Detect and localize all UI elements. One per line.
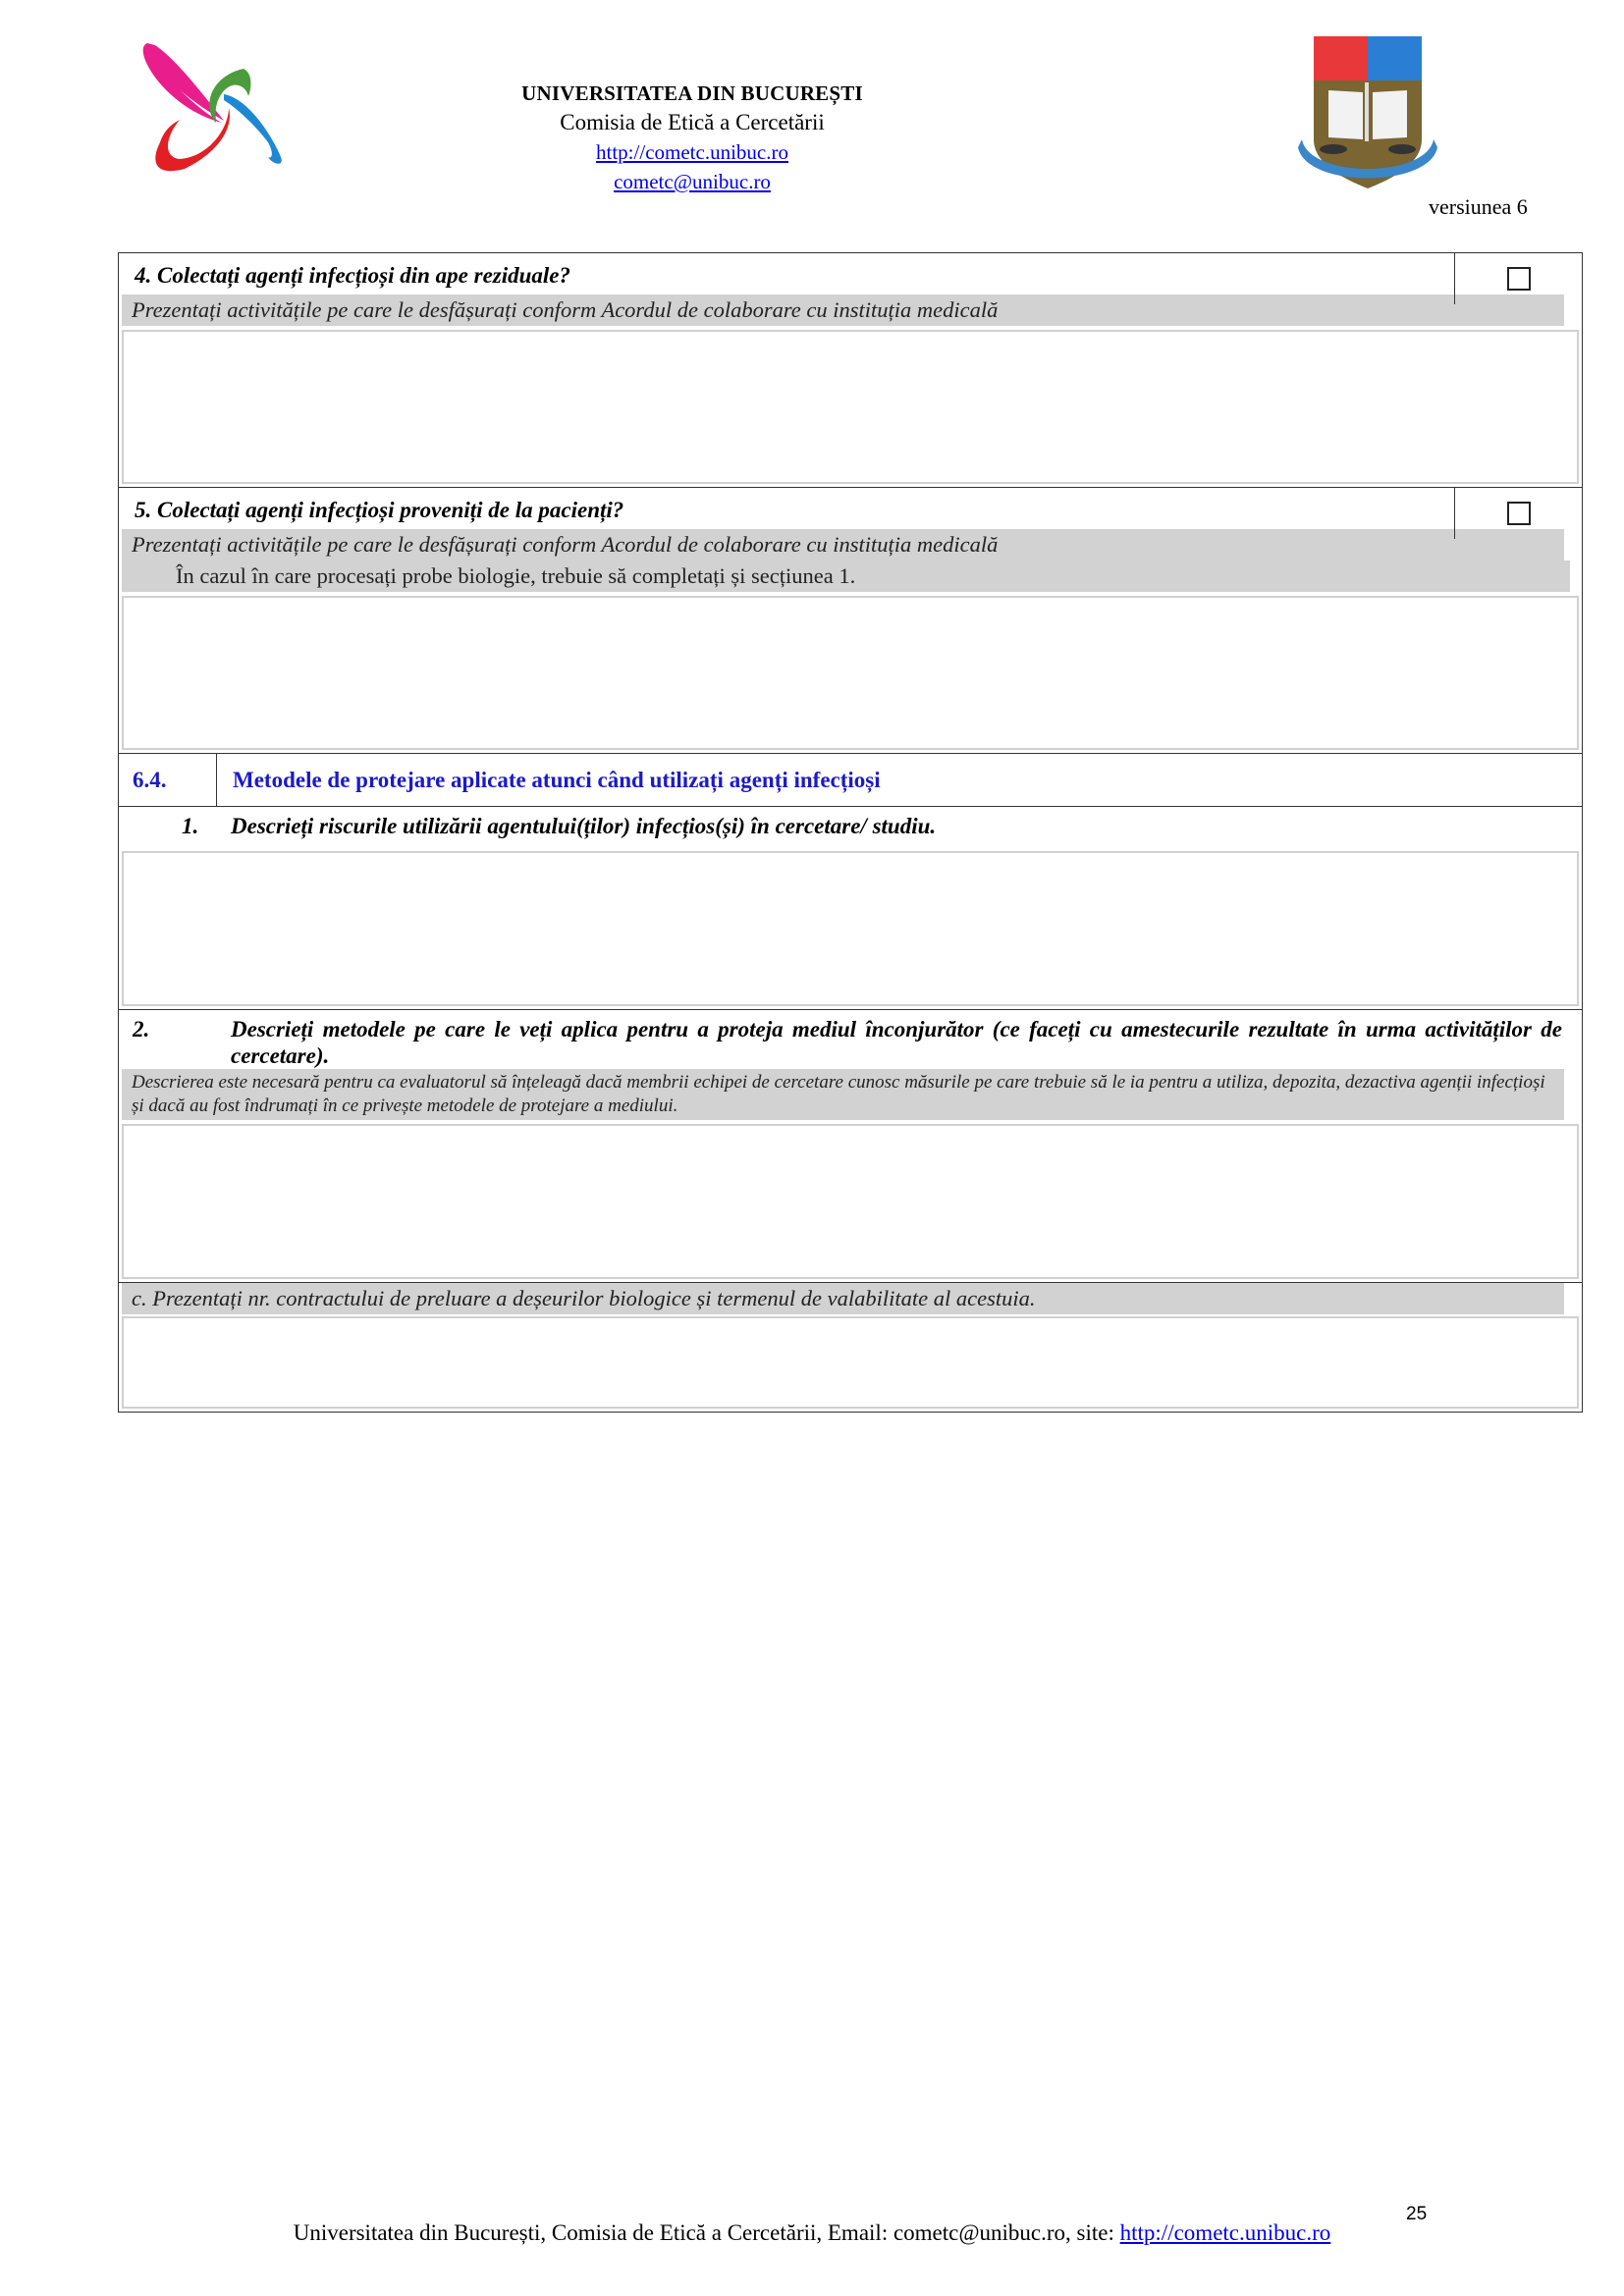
section-heading-row	[119, 754, 1582, 807]
cometc-logo-icon	[126, 29, 293, 177]
question-4-answer-field[interactable]	[122, 330, 1579, 484]
document-header	[412, 79, 972, 196]
section-item-1-question	[119, 807, 1582, 839]
section-item-c-answer-field[interactable]	[122, 1316, 1579, 1409]
question-5-checkbox[interactable]	[1507, 502, 1531, 525]
question-5-row	[119, 488, 1582, 754]
question-4-title: 4. Colectați agenți infecțioși din ape reziduale?	[135, 263, 571, 288]
section-item-2-row	[119, 1010, 1582, 1283]
header-email-link[interactable]: cometc@unibuc.ro	[614, 170, 771, 193]
section-item-1-answer-input[interactable]	[124, 853, 1577, 1004]
page-number: 25	[1406, 2204, 1428, 2224]
question-5-title: 5. Colectați agenți infecțioși proveniți de la pacienți?	[135, 498, 624, 522]
question-4-check-cell	[1454, 253, 1582, 304]
form-table	[118, 252, 1583, 1413]
question-5-hint-1: Prezentați activitățile pe care le desfășurați conform Acordul de colaborare cu instituția medicală	[122, 529, 1564, 561]
section-title: Metodele de protejare aplicate atunci când utilizați agenți infecțioși	[233, 768, 881, 792]
section-item-2-text: Descrieți metodele pe care le veți aplica pentru a proteja mediul înconjurător (ce faceți cu amestecurile rezultate în urma activităților de cercetare).	[231, 1017, 1562, 1068]
section-item-1-answer-field[interactable]	[122, 851, 1579, 1006]
section-item-2-hint: Descrierea este necesară pentru ca evaluatorul să înțeleagă dacă membrii echipei de cercetare cunosc măsurile pe care trebuie să le ia pentru a utiliza, depozita, dezactiva agenții infecțioși și dacă au fost îndrumați în ce privește metodele de protejare a mediului.	[122, 1069, 1564, 1120]
section-item-2-answer-input[interactable]	[124, 1126, 1577, 1277]
question-4-row	[119, 253, 1582, 488]
question-4-answer-input[interactable]	[124, 332, 1577, 482]
section-item-c-hint: c. Prezentați nr. contractului de preluare a deșeurilor biologice și termenul de valabilitate al acestuia.	[122, 1283, 1564, 1314]
university-crest-icon	[1294, 31, 1441, 196]
question-4-checkbox[interactable]	[1507, 267, 1531, 291]
cometc-logo	[126, 29, 293, 177]
section-number: 6.4.	[119, 754, 217, 806]
footer-website-link[interactable]: http://cometc.unibuc.ro	[1119, 2220, 1331, 2245]
commission-name: Comisia de Etică a Cercetării	[560, 110, 825, 134]
page-footer	[0, 2220, 1624, 2246]
university-crest	[1294, 31, 1441, 196]
university-name: UNIVERSITATEA DIN BUCUREȘTI	[521, 81, 863, 105]
section-item-2-number: 2.	[133, 1017, 150, 1041]
question-4-hint: Prezentați activitățile pe care le desfășurați conform Acordul de colaborare cu instituția medicală	[122, 294, 1564, 326]
version-label: versiunea 6	[1429, 194, 1528, 219]
section-item-2-question	[119, 1010, 1582, 1069]
section-item-1-number: 1.	[182, 814, 199, 838]
question-5-check-cell	[1454, 488, 1582, 539]
footer-text: Universitatea din București, Comisia de Etică a Cercetării, Email: cometc@unibuc.ro, site:	[293, 2220, 1120, 2245]
section-item-c-row	[119, 1283, 1582, 1409]
question-5-answer-input[interactable]	[124, 598, 1577, 748]
question-5-hint-2: În cazul în care procesați probe biologie, trebuie să completați și secțiunea 1.	[122, 561, 1570, 592]
section-item-1-text: Descrieți riscurile utilizării agentului(ților) infecțios(și) în cercetare/ studiu.	[231, 814, 937, 838]
section-item-2-answer-field[interactable]	[122, 1124, 1579, 1279]
section-item-1-row	[119, 807, 1582, 1010]
header-website-link[interactable]: http://cometc.unibuc.ro	[596, 140, 788, 164]
question-5-answer-field[interactable]	[122, 596, 1579, 750]
section-item-c-answer-input[interactable]	[124, 1318, 1577, 1407]
